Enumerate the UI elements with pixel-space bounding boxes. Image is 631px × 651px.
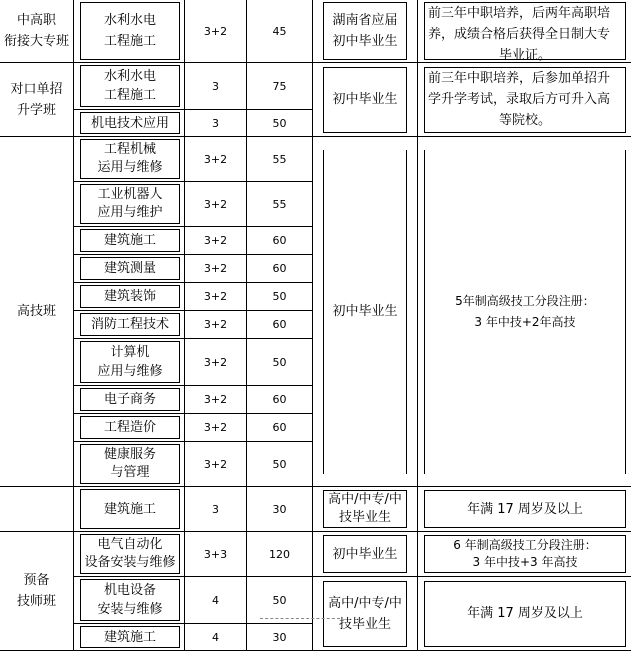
- plan-count-cell: 60: [247, 414, 313, 442]
- requirement-cell: [313, 137, 418, 487]
- program-cell: [74, 0, 185, 63]
- category-cell-empty: [0, 487, 74, 532]
- requirement-cell: [313, 577, 418, 651]
- program-text: 安装与维修: [97, 600, 162, 619]
- schooling-years-cell: 3+2: [185, 386, 247, 414]
- requirement-cell: [313, 63, 418, 137]
- schooling-years-cell: 3+2: [185, 0, 247, 63]
- schooling-years-cell: 3+3: [185, 532, 247, 577]
- program-cell: [74, 577, 185, 624]
- requirement-cell: [313, 0, 418, 63]
- program-text: 机电设备: [104, 581, 156, 600]
- plan-count-cell: 50: [247, 110, 313, 137]
- program-cell: [74, 414, 185, 442]
- plan-count-cell: 50: [247, 339, 313, 386]
- category-text: 对口单招: [2, 79, 71, 100]
- remark-cell: [418, 487, 631, 532]
- program-cell: [74, 311, 185, 339]
- program-text: 工程施工: [104, 86, 156, 105]
- remark-text: 3 年中技+3 年高技: [473, 554, 578, 571]
- schooling-years-cell: 3+2: [185, 227, 247, 255]
- program-text: 设备安装与维修: [84, 554, 175, 572]
- schooling-years-cell: 3+2: [185, 339, 247, 386]
- remark-cell: [418, 532, 631, 577]
- category-text: 升学班: [2, 100, 71, 121]
- program-text: 建筑测量: [104, 258, 156, 279]
- plan-count-cell: 60: [247, 311, 313, 339]
- requirement-text: 高中/中专/中: [328, 491, 402, 509]
- table-row: [0, 0, 631, 63]
- program-text: 应用与维修: [97, 362, 162, 381]
- schooling-years-cell: 4: [185, 624, 247, 651]
- requirement-text: 初中毕业生: [332, 89, 397, 110]
- program-text: 建筑装饰: [104, 286, 156, 307]
- remark-text: 5年制高级技工分段注册：: [455, 291, 595, 312]
- remark-cell: [418, 137, 631, 487]
- plan-count-cell: 60: [247, 255, 313, 283]
- schooling-years-cell: 3: [185, 110, 247, 137]
- schooling-years-cell: 3+2: [185, 414, 247, 442]
- program-text: 与管理: [110, 464, 149, 482]
- plan-count-cell: 60: [247, 386, 313, 414]
- category-text: 衔接大专班: [2, 31, 71, 52]
- remark-text: 前三年中职培养，后两年高职培: [428, 3, 610, 24]
- remark-text: 毕业证。: [499, 45, 551, 63]
- plan-count-cell: 120: [247, 532, 313, 577]
- schooling-years-cell: 3+2: [185, 255, 247, 283]
- schooling-years-cell: 3+2: [185, 137, 247, 182]
- table-row: [0, 63, 631, 110]
- remark-cell: [418, 577, 631, 651]
- program-cell: [74, 182, 185, 227]
- table-row: [0, 487, 631, 532]
- plan-count-cell: 50: [247, 577, 313, 624]
- category-text: 预备: [2, 570, 71, 591]
- schooling-years-cell: 3+2: [185, 283, 247, 311]
- plan-count-cell: 55: [247, 182, 313, 227]
- program-text: 运用与维修: [97, 159, 162, 177]
- program-text: 电子商务: [104, 389, 156, 410]
- program-cell: [74, 624, 185, 651]
- bottom-dashed-line: [260, 618, 340, 620]
- program-cell: [74, 255, 185, 283]
- remark-text: 养，成绩合格后获得全日制大专: [428, 24, 610, 45]
- program-text: 消防工程技术: [91, 314, 169, 335]
- plan-count-cell: 75: [247, 63, 313, 110]
- schooling-years-cell: 3: [185, 487, 247, 532]
- program-text: 工程施工: [104, 31, 156, 52]
- program-cell: [74, 227, 185, 255]
- plan-count-cell: 45: [247, 0, 313, 63]
- remark-cell: [418, 63, 631, 137]
- program-cell: [74, 63, 185, 110]
- program-text: 应用与维护: [97, 204, 162, 222]
- program-text: 建筑施工: [104, 499, 156, 520]
- plan-count-cell: 30: [247, 624, 313, 651]
- remark-text: 学升学考试，录取后方可升入高: [428, 89, 610, 110]
- requirement-cell: [313, 532, 418, 577]
- program-cell: [74, 386, 185, 414]
- remark-text: 3 年中技+2年高技: [474, 312, 575, 333]
- requirement-cell: [313, 487, 418, 532]
- program-text: 建筑施工: [104, 627, 156, 648]
- program-text: 工程造价: [104, 417, 156, 438]
- program-text: 计算机: [110, 343, 149, 362]
- remark-text: 年满 17 周岁及以上: [467, 603, 583, 624]
- program-text: 机电技术应用: [91, 113, 169, 134]
- program-cell: [74, 137, 185, 182]
- category-cell: [0, 0, 74, 63]
- requirement-text: 技毕业生: [339, 614, 391, 635]
- category-text: 中高职: [2, 10, 71, 31]
- program-text: 工程机械: [104, 141, 156, 159]
- remark-text: 前三年中职培养，后参加单招升: [428, 68, 610, 89]
- program-text: 工业机器人: [97, 186, 162, 204]
- remark-text: 年满 17 周岁及以上: [467, 499, 583, 520]
- program-cell: [74, 283, 185, 311]
- remark-cell: [418, 0, 631, 63]
- category-cell: [0, 63, 74, 137]
- plan-count-cell: 60: [247, 227, 313, 255]
- program-text: 水利水电: [104, 67, 156, 86]
- plan-count-cell: 55: [247, 137, 313, 182]
- category-text: 技师班: [2, 591, 71, 612]
- program-text: 水利水电: [104, 10, 156, 31]
- requirement-text: 湖南省应届: [332, 10, 397, 31]
- program-cell: [74, 532, 185, 577]
- requirement-text: 初中毕业生: [332, 31, 397, 52]
- program-cell: [74, 339, 185, 386]
- program-text: 健康服务: [104, 446, 156, 464]
- requirement-text: 初中毕业生: [332, 301, 397, 322]
- schooling-years-cell: 3+2: [185, 311, 247, 339]
- schooling-years-cell: 3: [185, 63, 247, 110]
- category-cell: [0, 532, 74, 651]
- plan-count-cell: 30: [247, 487, 313, 532]
- requirement-text: 高中/中专/中: [328, 593, 402, 614]
- table-row: [0, 532, 631, 577]
- category-cell: [0, 137, 74, 487]
- remark-text: 等院校。: [499, 110, 551, 131]
- category-text: 高技班: [2, 301, 71, 322]
- requirement-text: 技毕业生: [339, 509, 391, 527]
- requirement-text: 初中毕业生: [332, 544, 397, 565]
- program-text: 建筑施工: [104, 230, 156, 251]
- table-row: [0, 577, 631, 624]
- plan-count-cell: 50: [247, 283, 313, 311]
- program-cell: [74, 110, 185, 137]
- plan-count-cell: 50: [247, 442, 313, 487]
- schooling-years-cell: 3+2: [185, 182, 247, 227]
- schooling-years-cell: 3+2: [185, 442, 247, 487]
- program-cell: [74, 442, 185, 487]
- program-text: 电气自动化: [97, 536, 162, 554]
- table-row: [0, 137, 631, 182]
- program-cell: [74, 487, 185, 532]
- schooling-years-cell: 4: [185, 577, 247, 624]
- remark-text: 6 年制高级技工分段注册：: [453, 537, 596, 554]
